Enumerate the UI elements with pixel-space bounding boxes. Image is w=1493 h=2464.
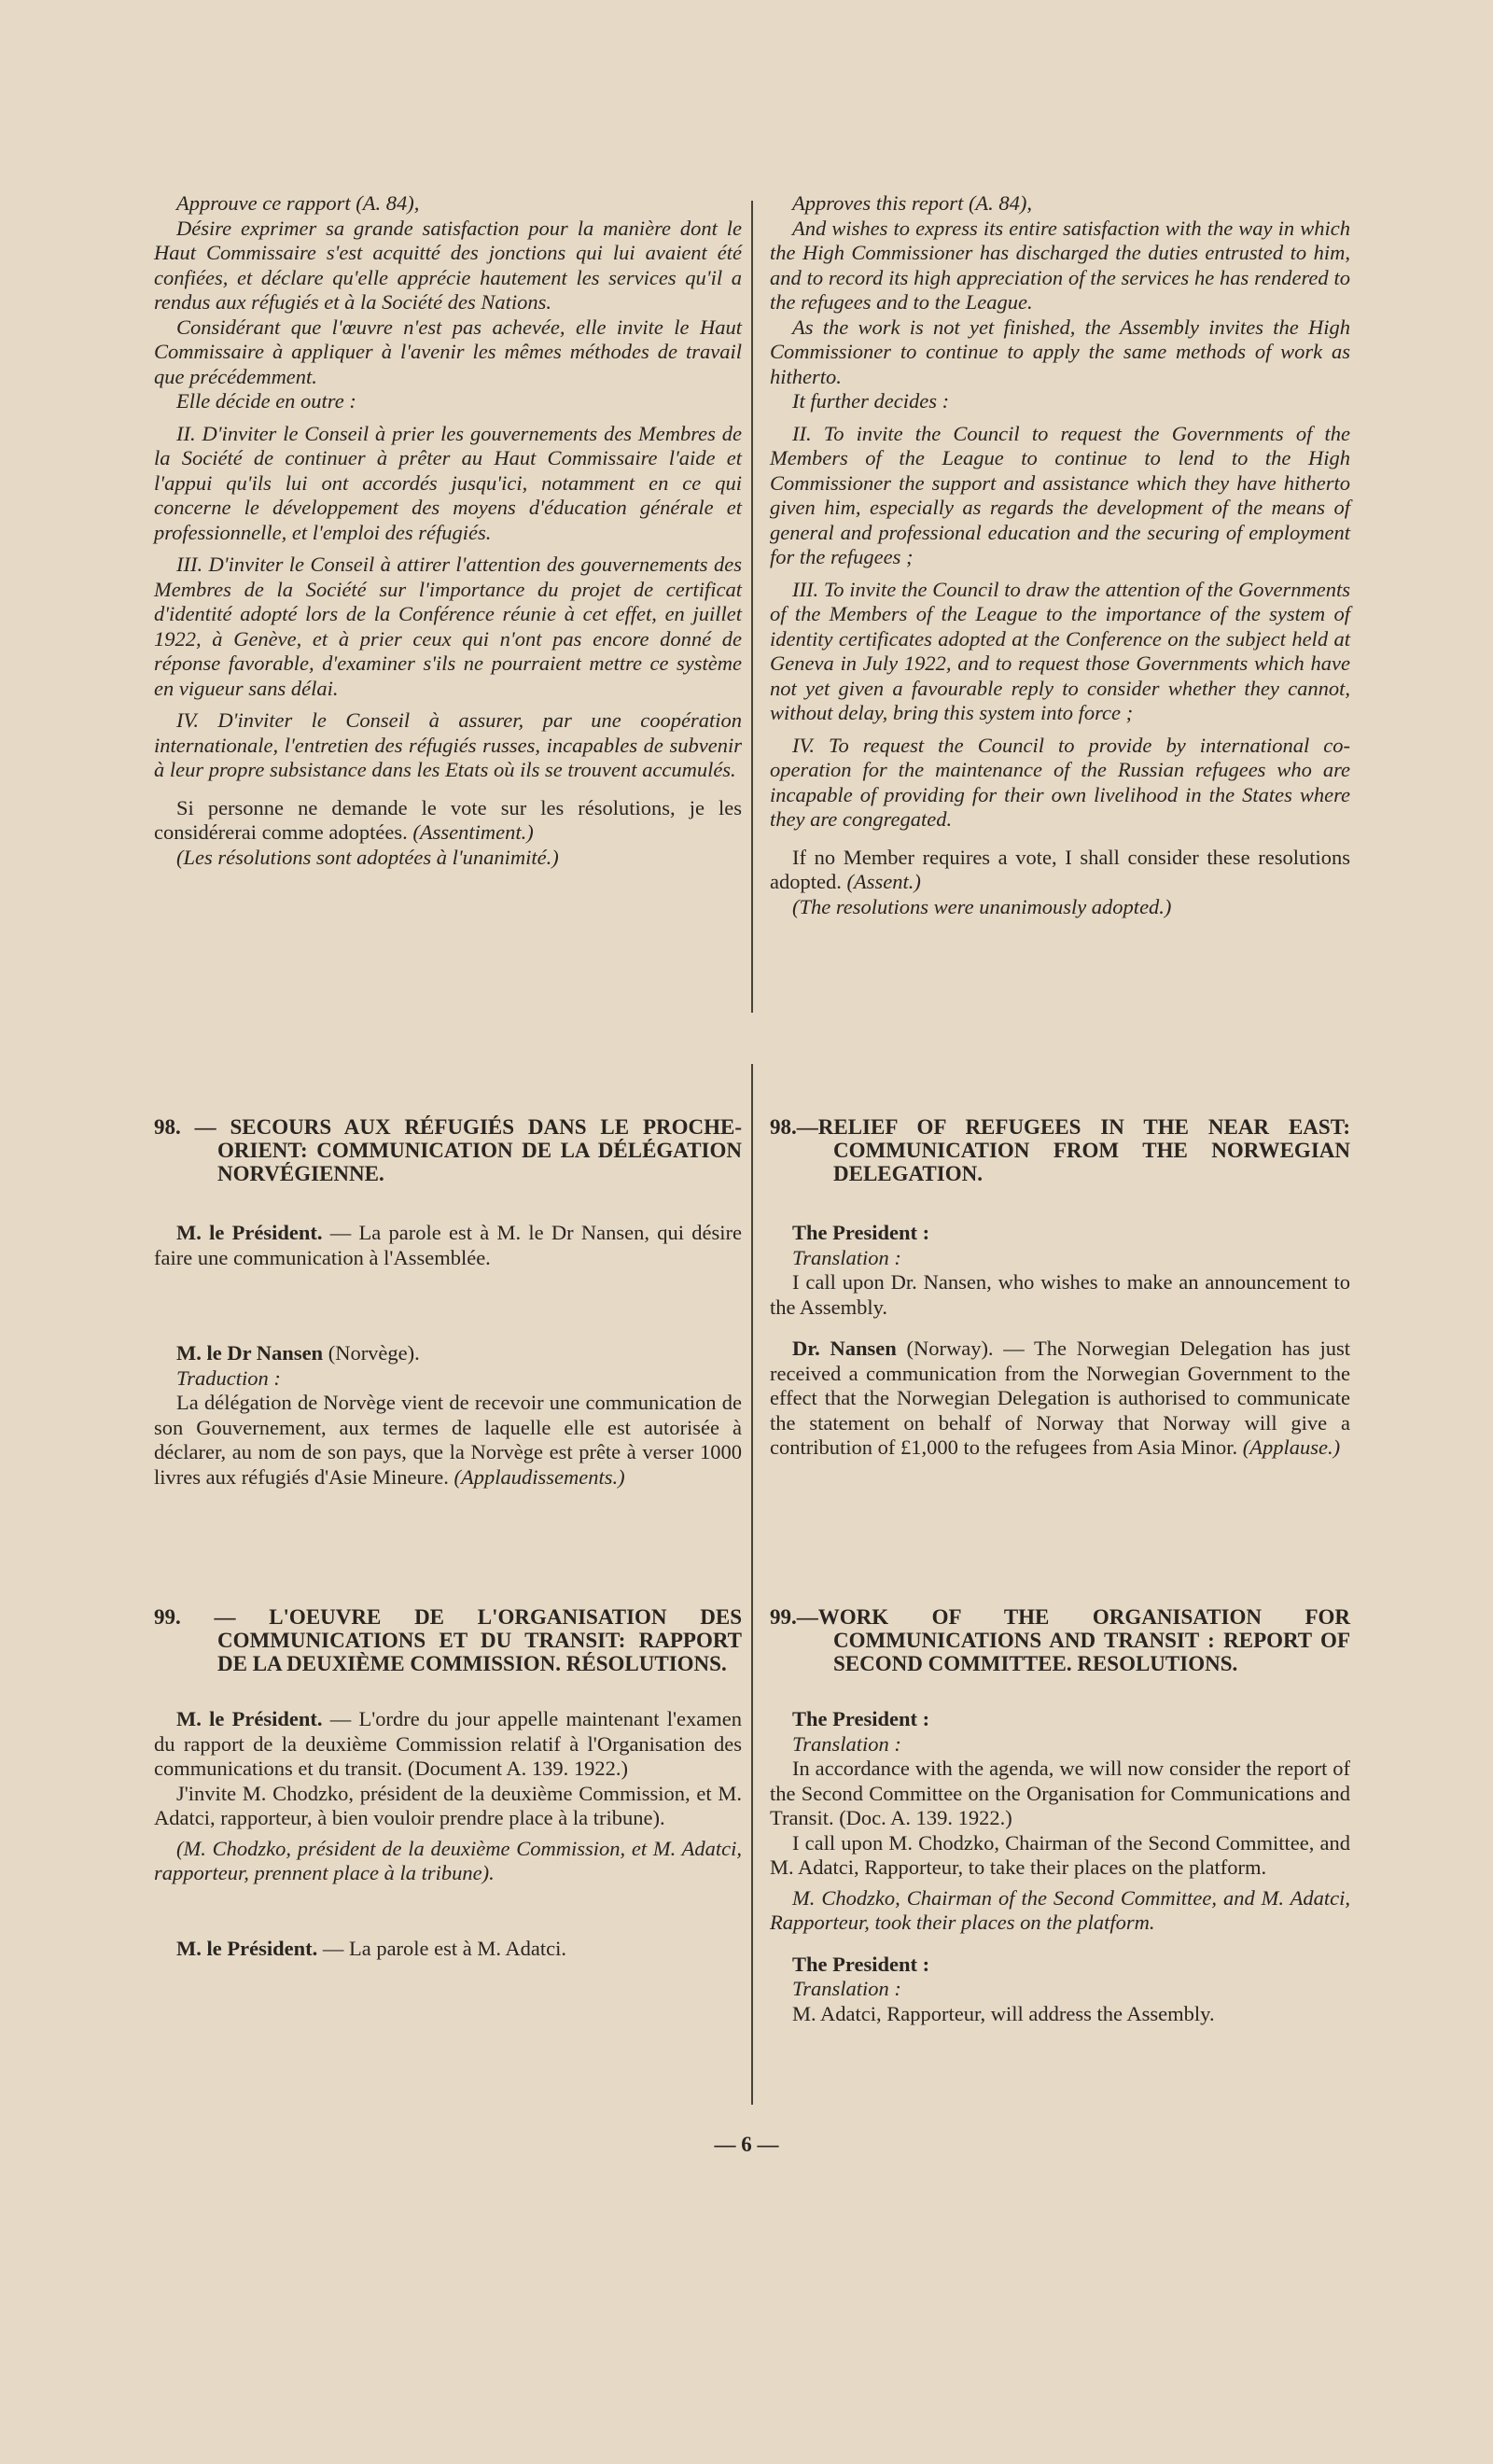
en-intro-d: It further decides : <box>792 389 950 413</box>
fr-vote-text: Si personne ne demande le vote sur les résolutions, je les considérerai comme adoptées. <box>154 795 742 844</box>
en-99-p1: In accordance with the agenda, we will now consider the report of the Second Committee on the Organisation for Communications and Transit. (Doc. A. 139. 1922.) <box>770 1757 1350 1829</box>
french-section-99 <box>154 1605 742 1961</box>
fr-99-stage-direction: (M. Chodzko, président de la deuxième Commission, et M. Adatci, rapporteur, prennent place à la tribune). <box>154 1836 742 1884</box>
fr-vote-statement <box>154 796 742 846</box>
en-resolution-iv: IV. To request the Council to provide by international co-operation for the maintenance of the Russian refugees who are incapable of providing for their own livelihood in the States where they are congregated. <box>770 733 1350 831</box>
fr-99-p1: — L'ordre du jour appelle maintenant l'examen du rapport de la deuxième Commission relatif à l'Organisation des communications et du transit. (Document A. 139. 1922.) <box>154 1707 742 1780</box>
french-resolution-block <box>154 191 742 870</box>
en-vote-text: If no Member requires a vote, I shall consider these resolutions adopted. <box>770 845 1350 893</box>
en-98-president-label: The President : <box>792 1221 930 1244</box>
column-divider-bottom <box>751 1064 753 2105</box>
french-section-98 <box>154 1115 742 1490</box>
fr-98-president <box>154 1221 742 1270</box>
fr-99-president <box>154 1707 742 1782</box>
fr-resolution-ii: II. D'inviter le Conseil à prier les gouvernements des Membres de la Société de continuer à prêter au Haut Commissaire l'aide et l'appui qu'ils lui ont accordés jusqu'ici, notamment en ce qui concerne le développement des moyens d'éducation générale et professionnelle, et l'emploi des réfugiés. <box>154 421 742 544</box>
french-column <box>154 0 742 2147</box>
en-98-translation: Translation : <box>792 1245 901 1269</box>
en-99-translation-2: Translation : <box>792 1977 901 2000</box>
en-vote-note: (Assent.) <box>846 870 921 893</box>
en-99-president2-label: The President : <box>792 1952 930 1976</box>
fr-heading-99: 99. — L'OEUVRE DE L'ORGANISATION DES COMMUNICATIONS ET DU TRANSIT: RAPPORT DE LA DEUXIÈME COMMISSION. RÉSOLUTIONS. <box>154 1605 742 1675</box>
english-section-98 <box>770 1115 1350 1461</box>
en-adopted-note: (The resolutions were unanimously adopted.) <box>792 894 1172 918</box>
fr-vote-note: (Assentiment.) <box>412 820 534 844</box>
fr-intro-b: Désire exprimer sa grande satisfaction pour la manière dont le Haut Commissaire s'est acquitté des jonctions qui lui avaient été confiées, et déclare qu'elle apprécie hautement les services qu'il a rendus aux réfugiés et à la Société des Nations. <box>154 216 742 314</box>
en-99-last: M. Adatci, Rapporteur, will address the Assembly. <box>792 2001 1215 2025</box>
fr-intro-a: Approuve ce rapport (A. 84), <box>176 191 420 215</box>
english-column <box>770 0 1350 2147</box>
fr-98-applause: (Applaudissements.) <box>453 1464 625 1489</box>
fr-intro-c: Considérant que l'œuvre n'est pas achevée, elle invite le Haut Commissaire à appliquer à l'avenir les mêmes méthodes de travail que précédemment. <box>154 315 742 388</box>
fr-98-nansen-label: M. le Dr Nansen <box>176 1341 324 1365</box>
fr-98-president-label: M. le Président. <box>176 1221 323 1244</box>
en-vote-statement <box>770 846 1350 895</box>
english-resolution-block <box>770 191 1350 919</box>
fr-adopted-note: (Les résolutions sont adoptées à l'unanimité.) <box>176 845 559 869</box>
en-99-translation: Translation : <box>792 1731 901 1756</box>
fr-99-president2-label: M. le Président. <box>176 1936 318 1960</box>
fr-99-president-label: M. le Président. <box>176 1707 323 1730</box>
fr-98-nansen-text: La délégation de Norvège vient de recevoir une communication de son Gouvernement, aux termes de laquelle elle est autorisée à déclarer, au nom de son pays, que la Norvège est prête à verser 1000 livres aux réfugiés d'Asie Mineure. <box>154 1391 742 1489</box>
fr-98-translation: Traduction : <box>176 1365 281 1390</box>
en-98-nansen-text: (Norway). — The Norwegian Delegation has just received a communication from the Norwegian Government to the effect that the Norwegian Delegation is authorised to communicate the statement on behalf of Norway that Norway will give a contribution of £1,000 to the refugees from Asia Minor. <box>770 1337 1350 1459</box>
en-98-nansen <box>770 1337 1350 1461</box>
en-98-applause: (Applause.) <box>1242 1435 1341 1459</box>
en-99-stage-direction: M. Chodzko, Chairman of the Second Committee, and M. Adatci, Rapporteur, took their places on the platform. <box>770 1885 1350 1934</box>
fr-98-nansen-country: (Norvège). <box>328 1341 420 1365</box>
fr-resolution-iii: III. D'inviter le Conseil à attirer l'attention des gouvernements des Membres de la Société sur l'importance du projet de certificat d'identité adopté lors de la Conférence réunie à cet effet, en juillet 1922, à Genève, et à prier ceux qui n'ont pas encore donné de réponse favorable, d'examiner s'ils ne pourraient mettre ce système en vigueur sans délai. <box>154 553 742 700</box>
english-section-99 <box>770 1605 1350 2026</box>
en-intro-c: As the work is not yet finished, the Assembly invites the High Commissioner to continue to apply the same methods of work as hitherto. <box>770 315 1350 388</box>
en-resolution-ii: II. To invite the Council to request the Governments of the Members of the League to continue to lend to the High Commissioner the support and assistance which they have hitherto given him, especially as regards the development of the means of general and professional education and the securing of employment for the refugees ; <box>770 421 1350 568</box>
en-98-nansen-label: Dr. Nansen <box>792 1337 897 1360</box>
en-resolution-iii: III. To invite the Council to draw the attention of the Governments of the Members of the League to the importance of the system of identity certificates adopted at the Conference on the subject held at Geneva in July 1922, and to request those Governments which have not yet given a favourable reply to consider whether they cannot, without delay, bring this system into force ; <box>770 577 1350 724</box>
en-intro-b: And wishes to express its entire satisfaction with the way in which the High Commissioner has discharged the duties entrusted to him, and to record its high appreciation of the services he has rendered to the refugees and to the League. <box>770 216 1350 314</box>
fr-99-president-2 <box>154 1937 742 1962</box>
fr-99-last: — La parole est à M. Adatci. <box>322 1936 567 1960</box>
en-98-president-text: I call upon Dr. Nansen, who wishes to make an announcement to the Assembly. <box>770 1270 1350 1319</box>
fr-98-president-text: — La parole est à M. le Dr Nansen, qui désire faire une communication à l'Assemblée. <box>154 1221 742 1269</box>
fr-98-nansen <box>154 1341 742 1366</box>
page-number: — 6 — <box>714 2133 779 2156</box>
fr-heading-98: 98. — SECOURS AUX RÉFUGIÉS DANS LE PROCHE-ORIENT: COMMUNICATION DE LA DÉLÉGATION NORVÉGIENNE. <box>154 1115 742 1185</box>
fr-99-p2: J'invite M. Chodzko, président de la deuxième Commission, et M. Adatci, rapporteur, à bien vouloir prendre place à la tribune). <box>154 1781 742 1829</box>
en-heading-98: 98.—RELIEF OF REFUGEES IN THE NEAR EAST: COMMUNICATION FROM THE NORWEGIAN DELEGATION. <box>770 1115 1350 1185</box>
fr-intro-d: Elle décide en outre : <box>176 389 356 413</box>
column-divider-top <box>751 201 753 1013</box>
fr-98-nansen-statement <box>154 1391 742 1490</box>
en-intro-a: Approves this report (A. 84), <box>792 191 1033 215</box>
en-99-president-label: The President : <box>792 1707 930 1730</box>
en-99-p2: I call upon M. Chodzko, Chairman of the Second Committee, and M. Adatci, Rapporteur, to take their places on the platform. <box>770 1830 1350 1879</box>
fr-resolution-iv: IV. D'inviter le Conseil à assurer, par une coopération internationale, l'entretien des réfugiés russes, incapables de subvenir à leur propre subsistance dans les Etats où ils se trouvent accumulés. <box>154 708 742 781</box>
en-heading-99: 99.—WORK OF THE ORGANISATION FOR COMMUNICATIONS AND TRANSIT : REPORT OF SECOND COMMITTEE. RESOLUTIONS. <box>770 1605 1350 1675</box>
